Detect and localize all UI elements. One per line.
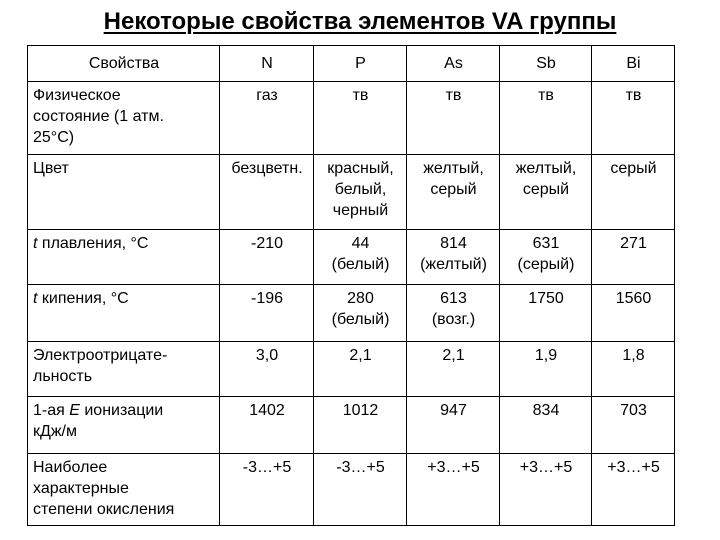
cell-as: 613 (возг.) [407,285,500,342]
row-label-physical-state [28,82,220,155]
table-row-electronegativity [28,342,675,397]
cell-bi: серый [592,155,675,230]
symbol-t: t [33,235,38,252]
cell-sb: тв [500,82,592,155]
cell-p: 1012 [314,397,407,454]
cell-n: -196 [220,285,314,342]
symbol-t: t [33,290,38,307]
cell-as: +3…+5 [407,454,500,526]
cell-as: 2,1 [407,342,500,397]
row-label-text: Цвет [33,160,69,177]
table-row-physical-state [28,82,675,155]
row-label-text: плавления, °С [37,235,149,252]
cell-n: -210 [220,230,314,285]
cell-p: 2,1 [314,342,407,397]
row-label-color [28,155,220,230]
header-property: Свойства [28,46,220,82]
row-label-electronegativity [28,342,220,397]
cell-n: 1402 [220,397,314,454]
row-label-text: Наиболее характерные степени окисления [33,459,175,518]
cell-p: 280 (белый) [314,285,407,342]
row-label-boiling-point [28,285,220,342]
cell-bi: 703 [592,397,675,454]
header-element-p: P [314,46,407,82]
header-element-n: N [220,46,314,82]
cell-p: тв [314,82,407,155]
cell-bi: 1,8 [592,342,675,397]
cell-bi: +3…+5 [592,454,675,526]
cell-sb: 631 (серый) [500,230,592,285]
cell-p: -3…+5 [314,454,407,526]
table-header-row [28,46,675,82]
header-element-sb: Sb [500,46,592,82]
symbol-e: Е [69,402,80,419]
cell-as: тв [407,82,500,155]
row-label-text: ионизации кДж/м [33,402,164,440]
table-row-boiling-point [28,285,675,342]
row-label-oxidation-states [28,454,220,526]
page-title [0,6,720,38]
cell-n: безцветн. [220,155,314,230]
cell-as: 947 [407,397,500,454]
cell-n: -3…+5 [220,454,314,526]
cell-n: 3,0 [220,342,314,397]
cell-sb: 1750 [500,285,592,342]
cell-bi: 1560 [592,285,675,342]
table-row-color [28,155,675,230]
row-label-prefix: 1-ая [33,402,70,419]
properties-table [27,45,675,526]
cell-sb: желтый, серый [500,155,592,230]
cell-sb: +3…+5 [500,454,592,526]
table-row-melting-point [28,230,675,285]
cell-bi: 271 [592,230,675,285]
cell-sb: 1,9 [500,342,592,397]
cell-sb: 834 [500,397,592,454]
cell-as: 814 (желтый) [407,230,500,285]
page-title-text: Некоторые свойства элементов VA группы [103,8,617,35]
cell-as: желтый, серый [407,155,500,230]
header-element-bi: Bi [592,46,675,82]
table-row-ionization-energy [28,397,675,454]
row-label-text: Электроотрицате- льность [33,347,168,385]
cell-p: красный, белый, черный [314,155,407,230]
row-label-text: Физическое состояние (1 атм. 25°С) [33,87,164,146]
row-label-text: кипения, °С [37,290,129,307]
cell-p: 44 (белый) [314,230,407,285]
row-label-ionization-energy [28,397,220,454]
row-label-melting-point [28,230,220,285]
cell-bi: тв [592,82,675,155]
cell-n: газ [220,82,314,155]
table-row-oxidation-states [28,454,675,526]
header-element-as: As [407,46,500,82]
